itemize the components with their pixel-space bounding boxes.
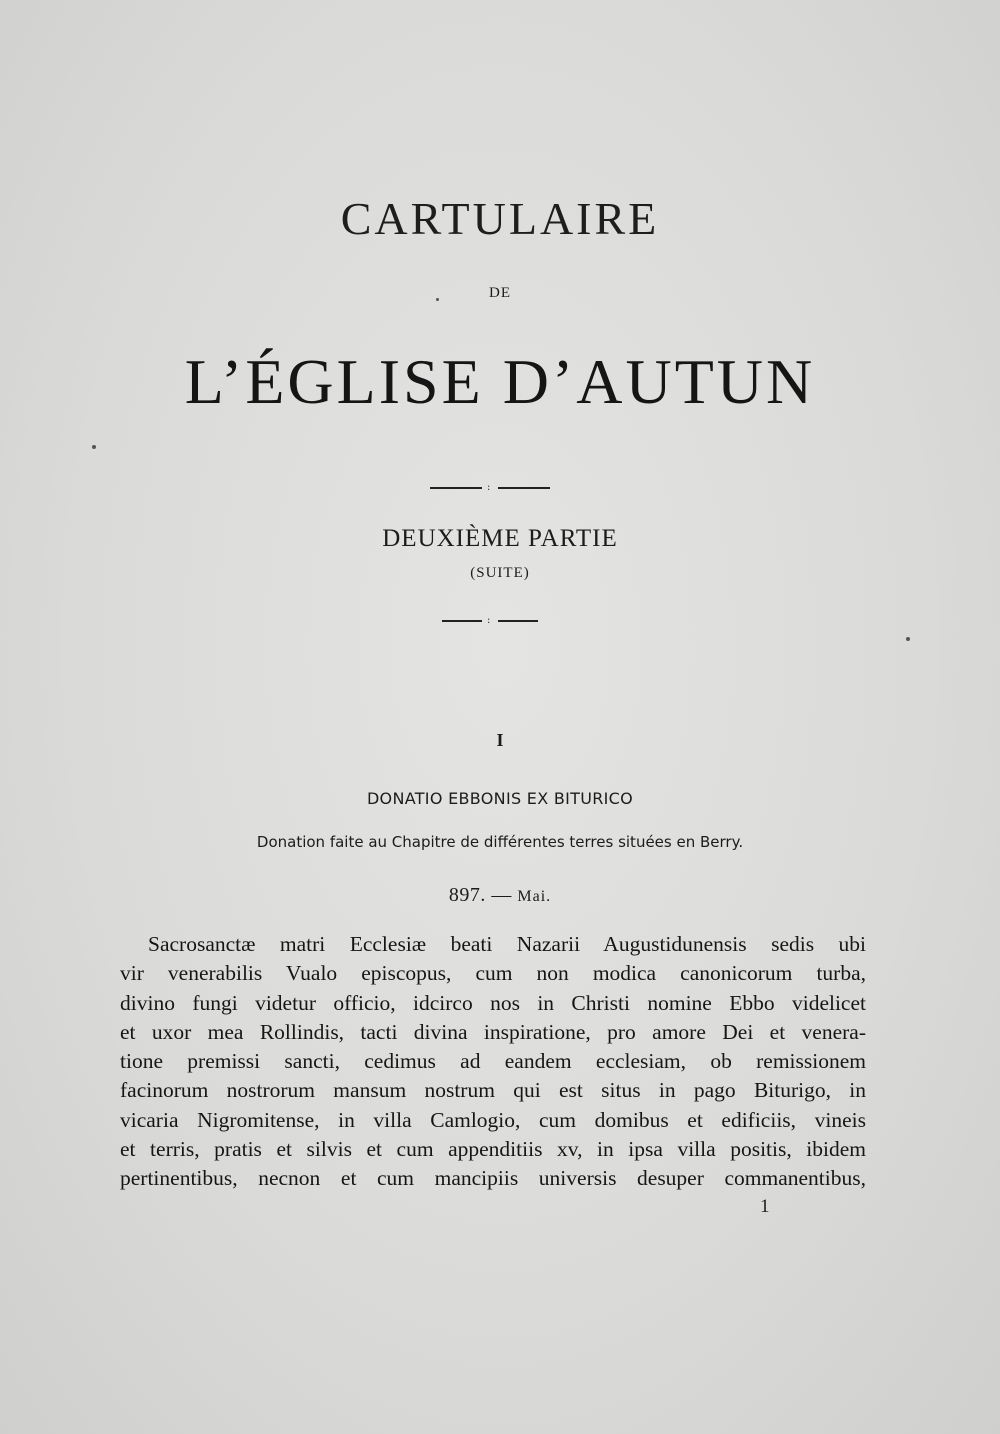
charter-number: I (496, 730, 504, 750)
page-number: 1 (760, 1196, 770, 1217)
title-eglise-autun: L’ÉGLISE D’AUTUN (184, 346, 816, 417)
body-line: facinorum nostrorum mansum nostrum qui est situs in pago Biturigo, in (120, 1078, 866, 1103)
divider-ornament: : (430, 481, 550, 495)
ink-speck (436, 298, 439, 301)
body-line: et terris, pratis et silvis et cum appenditiis xv, in ipsa villa positis, ibidem (120, 1137, 866, 1162)
ink-speck (906, 637, 910, 641)
body-line: Sacrosanctæ matri Ecclesiæ beati Nazarii Augustidunensis sedis ubi (148, 932, 866, 956)
part-heading: DEUXIÈME PARTIE (382, 525, 618, 552)
body-line: pertinentibus, necnon et cum mancipiis universis desuper commanentibus, (120, 1166, 866, 1191)
charter-latin-title: DONATIO EBBONIS EX BITURICO (366, 789, 634, 808)
charter-month: Mai. (517, 888, 552, 905)
body-line: divino fungi videtur officio, idcirco nos in Christi nomine Ebbo videlicet (120, 990, 866, 1015)
title-cartulaire: CARTULAIRE (340, 193, 660, 244)
body-line: et uxor mea Rollindis, tacti divina inspiratione, pro amore Dei et venera- (120, 1019, 866, 1044)
body-line: vir venerabilis Vualo episcopus, cum non modica canonicorum turba, (120, 961, 866, 986)
charter-body (120, 930, 866, 1194)
body-line: vicaria Nigromitense, in villa Camlogio, cum domibus et edificiis, vineis (120, 1107, 866, 1132)
ink-speck (92, 445, 96, 449)
divider-ornament: : (430, 614, 550, 628)
part-subheading: (SUITE) (470, 565, 530, 581)
charter-year: 897. — (448, 884, 518, 906)
charter-date (0, 884, 1000, 907)
title-de: DE (489, 285, 511, 301)
charter-french-title: Donation faite au Chapitre de différentes terres situées en Berry. (256, 833, 744, 851)
body-line: tione premissi sancti, cedimus ad eandem ecclesiam, ob remissionem (120, 1049, 866, 1074)
